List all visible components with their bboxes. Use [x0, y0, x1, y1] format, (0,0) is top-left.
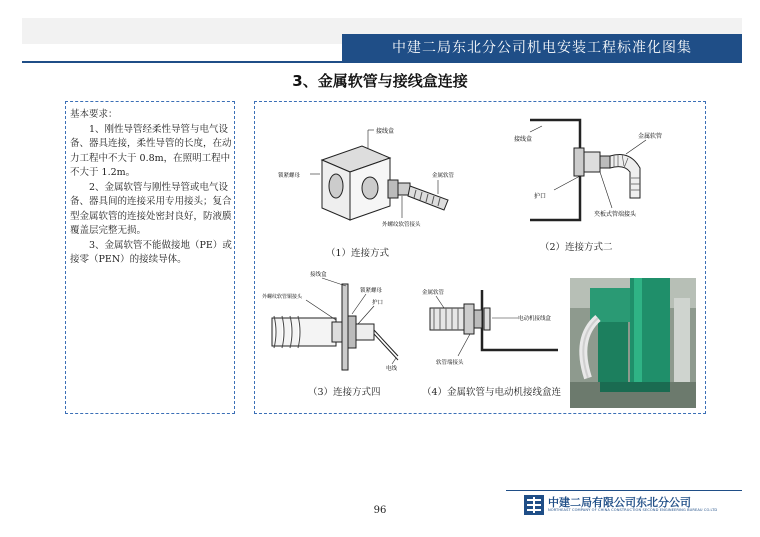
figure-3-label: 护口	[372, 300, 384, 306]
figure-4-caption: （4）金属软管与电动机接线盒连	[422, 387, 562, 398]
figure-1-label: 接线盒	[376, 128, 395, 135]
footer-rule	[506, 490, 742, 491]
requirements-text	[70, 108, 232, 268]
figure-2-label: 夹板式管端接头	[594, 211, 637, 218]
company-logo	[524, 494, 734, 518]
requirement-item: 3、金属软管不能做接地（PE）或接零（PEN）的接续导体。	[70, 239, 232, 265]
figure-1-label: 外螺纹软管接头	[382, 222, 421, 228]
cscec-logo-icon	[524, 495, 544, 515]
company-name-en: NORTHEAST COMPANY OF CHINA CONSTRUCTION SECOND ENGINEERING BUREAU CO.LTD	[548, 508, 718, 512]
figure-2-label: 接线盒	[514, 136, 533, 143]
section-title: 3、金属软管与接线盒连接	[292, 72, 468, 90]
figure-3-label: 接线盒	[310, 272, 327, 278]
figure-2-caption: （2）连接方式二	[540, 242, 613, 253]
pump-photo	[570, 278, 696, 408]
figure-1-label: 金属软管	[432, 173, 455, 179]
figure-3-caption: （3）连接方式四	[308, 387, 381, 398]
header-rule	[22, 61, 742, 63]
figure-3-diagram	[262, 264, 412, 374]
pump-photo-image	[570, 278, 696, 408]
figure-1-diagram	[262, 108, 462, 238]
figure-2-diagram	[500, 108, 700, 238]
requirement-item: 2、金属软管与刚性导管或电气设备、器具间的连接采用专用接头；复合型金属软管的连接处密封良好，防液膜覆盖层完整无损。	[70, 181, 232, 236]
figure-4-label: 电动机接线盒	[518, 316, 552, 322]
page-number: 96	[373, 505, 387, 516]
figure-3-label: 锁紧螺母	[360, 288, 383, 294]
document-header: 中建二局东北分公司机电安装工程标准化图集	[342, 34, 742, 62]
figure-3-label: 电线	[386, 366, 398, 372]
figure-1-label: 锁紧螺母	[278, 173, 301, 179]
figure-1-caption: （1）连接方式	[326, 248, 390, 259]
figure-2-label: 护口	[534, 193, 547, 200]
figure-2-label: 金属软管	[638, 133, 663, 140]
requirements-heading: 基本要求：	[70, 109, 118, 120]
figure-4-label: 软管端接头	[436, 360, 464, 366]
figure-4-label: 金属软管	[422, 290, 445, 296]
figure-3-label: 外螺纹软管铜接头	[262, 294, 303, 300]
company-name-cn: 中建二局有限公司东北分公司	[548, 496, 691, 509]
figure-4-diagram	[418, 272, 568, 372]
requirement-item: 1、刚性导管经柔性导管与电气设备、器具连接，柔性导管的长度，在动力工程中不大于 0.8m，在照明工程中不大于 1.2m。	[70, 123, 232, 178]
